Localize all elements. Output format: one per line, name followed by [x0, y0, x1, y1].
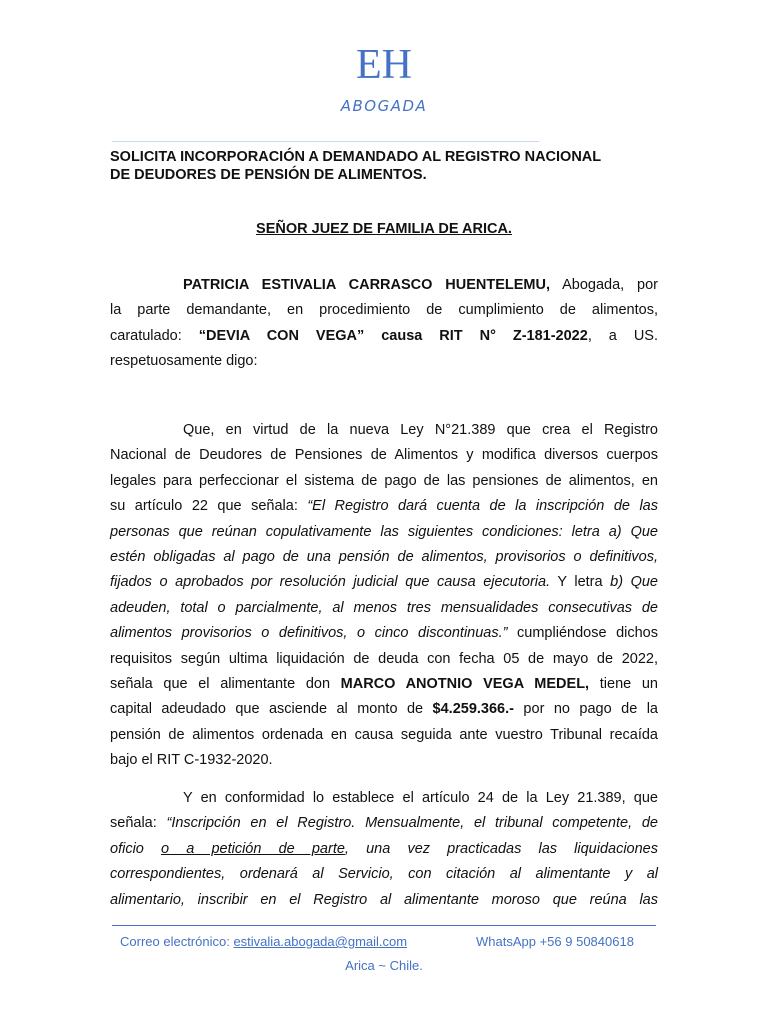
paragraph-line: bajo el RIT C-1932-2020.: [110, 752, 273, 769]
footer-city: Arica ~ Chile.: [345, 958, 423, 973]
paragraph-line: caratulado: “DEVIA CON VEGA” causa RIT N° Z-181-2022, a US.: [110, 327, 659, 344]
paragraph-line: respetuosamente digo:: [110, 353, 258, 370]
document-title-line-2: DE DEUDORES DE PENSIÓN DE ALIMENTOS.: [110, 167, 427, 183]
paragraph-intro: [110, 273, 658, 375]
paragraph-line: estén obligadas al pago de una pensión de alimentos, provisorios o definitivos,: [110, 548, 658, 565]
paragraph-line: pensión de alimentos ordenada en causa seguida ante vuestro Tribunal recaída: [110, 726, 658, 743]
logo: EH: [356, 42, 412, 88]
paragraph-line: personas que reúnan copulativamente las siguientes condiciones: letra a) Que: [110, 523, 658, 540]
paragraph-line: adeuden, total o parcialmente, al menos tres mensualidades consecutivas de: [110, 599, 658, 616]
footer-divider: [112, 925, 656, 926]
footer-email-label: Correo electrónico:: [120, 934, 234, 949]
paragraph-line: requisitos según ultima liquidación de deuda con fecha 05 de mayo de 2022,: [110, 650, 658, 667]
logo-subtitle: ABOGADA: [340, 97, 428, 115]
paragraph-line: Que, en virtud de la nueva Ley N°21.389 que crea el Registro: [183, 422, 658, 438]
addressee: SEÑOR JUEZ DE FAMILIA DE ARICA.: [256, 221, 512, 237]
paragraph-line: PATRICIA ESTIVALIA CARRASCO HUENTELEMU, Abogada, por: [183, 277, 658, 293]
paragraph-line: alimentario, inscribir en el Registro al alimentante moroso que reúna las: [110, 891, 658, 908]
footer-email-block: [120, 934, 407, 949]
paragraph-line: su artículo 22 que señala: “El Registro dará cuenta de la inscripción de las: [110, 498, 658, 515]
paragraph-line: legales para perfeccionar el sistema de pago de las pensiones de alimentos, en: [110, 472, 658, 489]
paragraph-line: correspondientes, ordenará al Servicio, con citación al alimentante y al: [110, 866, 658, 883]
header-divider: ________________________________________________________________: [112, 130, 540, 142]
paragraph-body: [110, 418, 658, 773]
paragraph-line: Y en conformidad lo establece el artículo 24 de la Ley 21.389, que: [183, 790, 658, 806]
paragraph-line: alimentos provisorios o definitivos, o cinco discontinuas.” cumpliéndose dichos: [110, 625, 658, 642]
paragraph-article-24: [110, 786, 658, 913]
paragraph-line: la parte demandante, en procedimiento de cumplimiento de alimentos,: [110, 302, 658, 319]
paragraph-line: fijados o aprobados por resolución judicial que causa ejecutoria. Y letra b) Que: [110, 574, 658, 591]
paragraph-line: señala: “Inscripción en el Registro. Mensualmente, el tribunal competente, de: [110, 815, 658, 832]
footer-whatsapp: WhatsApp +56 9 50840618: [476, 934, 634, 949]
document-title-line-1: SOLICITA INCORPORACIÓN A DEMANDADO AL REGISTRO NACIONAL: [110, 149, 602, 165]
paragraph-line: Nacional de Deudores de Pensiones de Alimentos y modifica diversos cuerpos: [110, 447, 658, 464]
paragraph-line: señala que el alimentante don MARCO ANOTNIO VEGA MEDEL, tiene un: [110, 675, 658, 692]
email-link[interactable]: estivalia.abogada@gmail.com: [233, 934, 408, 949]
paragraph-line: oficio o a petición de parte, una vez practicadas las liquidaciones: [110, 840, 658, 857]
paragraph-line: capital adeudado que asciende al monto de $4.259.366.- por no pago de la: [110, 701, 658, 718]
